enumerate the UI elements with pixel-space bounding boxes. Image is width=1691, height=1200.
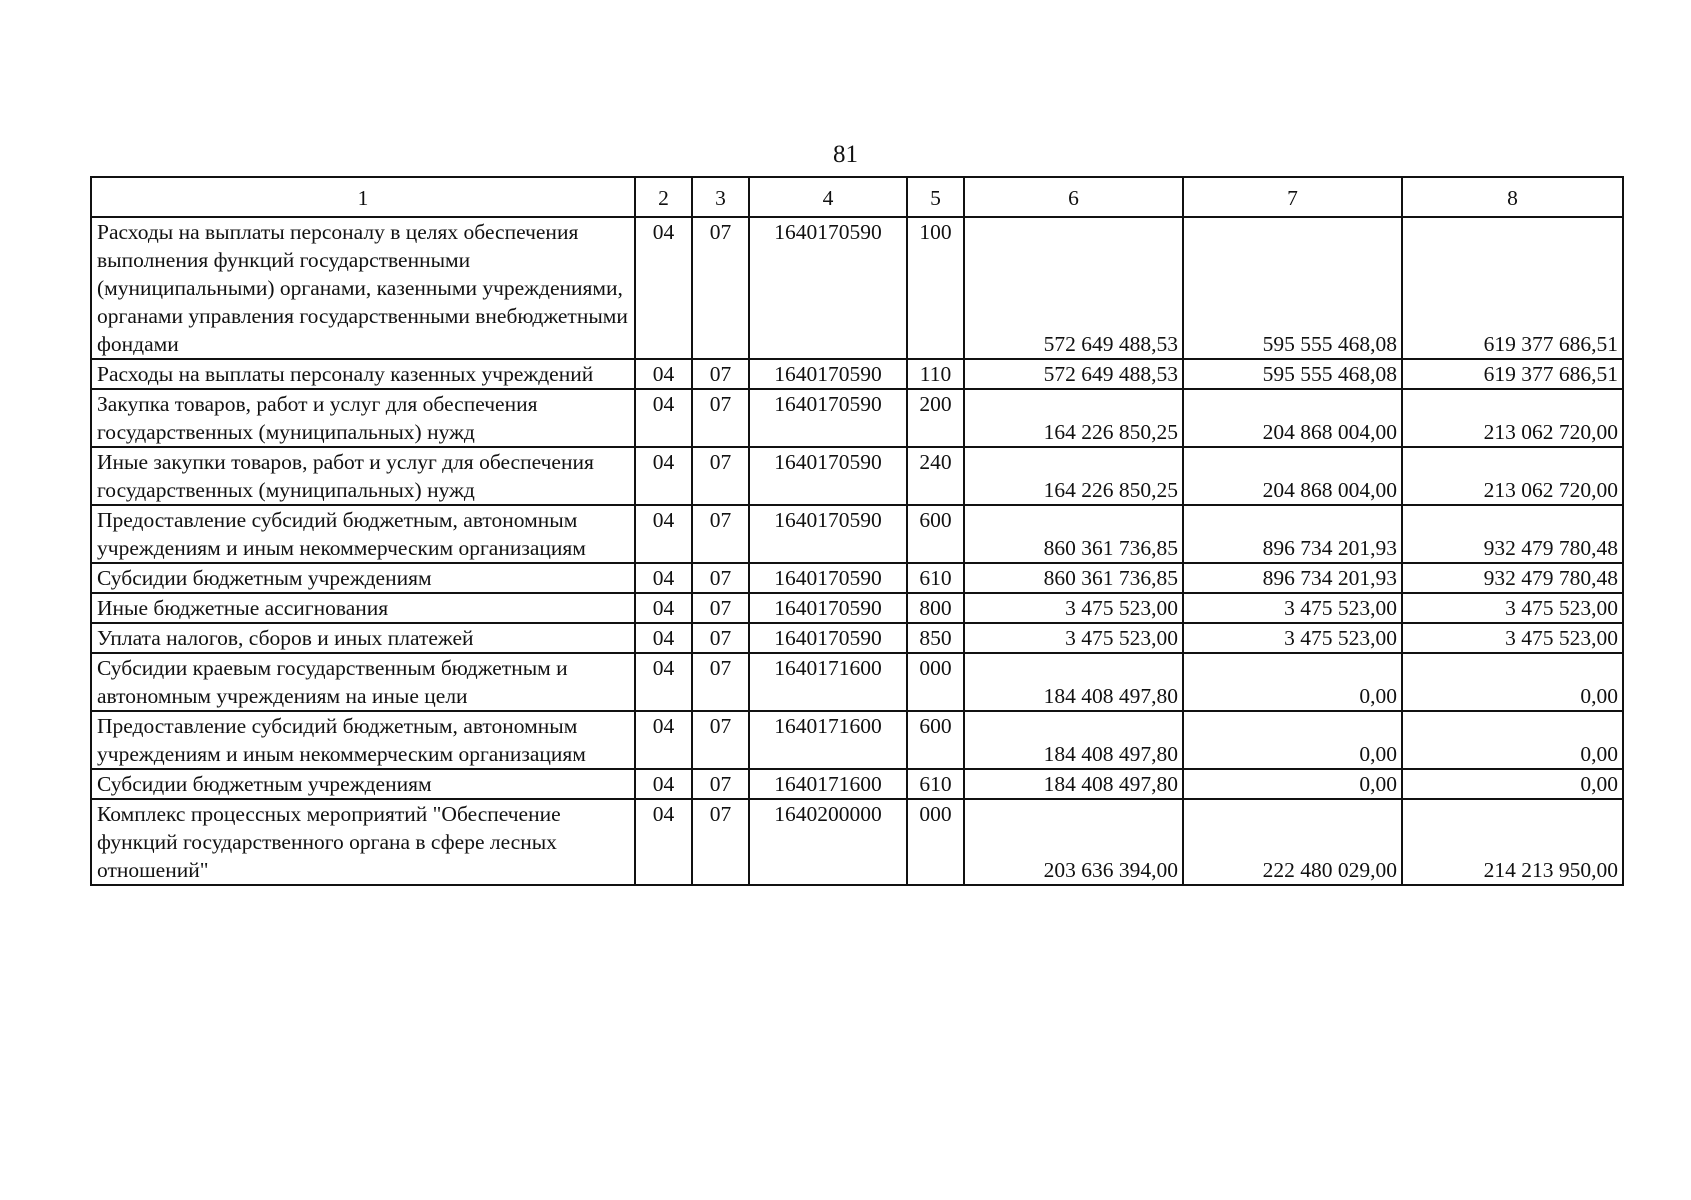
amount-col7-cell: 3 475 523,00: [1183, 623, 1402, 653]
amount-col6-cell: 572 649 488,53: [964, 217, 1183, 359]
subsection-code-cell: 07: [692, 505, 749, 563]
amount-col6-cell: 572 649 488,53: [964, 359, 1183, 389]
expense-type-cell: 110: [907, 359, 964, 389]
column-header: 1: [91, 177, 635, 217]
column-header: 5: [907, 177, 964, 217]
subsection-code-cell: 07: [692, 593, 749, 623]
column-header: 7: [1183, 177, 1402, 217]
amount-col7-cell: 896 734 201,93: [1183, 563, 1402, 593]
amount-col7-cell: 0,00: [1183, 711, 1402, 769]
subsection-code-cell: 07: [692, 769, 749, 799]
column-header: 3: [692, 177, 749, 217]
expense-type-cell: 610: [907, 769, 964, 799]
amount-col7-cell: 0,00: [1183, 653, 1402, 711]
table-row: [91, 563, 1623, 593]
section-code-cell: 04: [635, 359, 692, 389]
subsection-code-cell: 07: [692, 653, 749, 711]
expense-type-cell: 000: [907, 653, 964, 711]
amount-col8-cell: 213 062 720,00: [1402, 389, 1623, 447]
section-code-cell: 04: [635, 447, 692, 505]
amount-col7-cell: 204 868 004,00: [1183, 447, 1402, 505]
target-article-cell: 1640171600: [749, 653, 907, 711]
amount-col8-cell: 0,00: [1402, 711, 1623, 769]
expense-name-cell: Иные бюджетные ассигнования: [91, 593, 635, 623]
target-article-cell: 1640170590: [749, 623, 907, 653]
expense-name-cell: Предоставление субсидий бюджетным, автономным учреждениям и иным некоммерческим организациям: [91, 505, 635, 563]
page-number: 81: [833, 141, 858, 168]
amount-col6-cell: 164 226 850,25: [964, 389, 1183, 447]
target-article-cell: 1640171600: [749, 711, 907, 769]
expense-type-cell: 100: [907, 217, 964, 359]
expense-type-cell: 600: [907, 505, 964, 563]
target-article-cell: 1640170590: [749, 563, 907, 593]
amount-col6-cell: 184 408 497,80: [964, 711, 1183, 769]
amount-col6-cell: 184 408 497,80: [964, 653, 1183, 711]
expense-name-cell: Расходы на выплаты персоналу в целях обеспечения выполнения функций государственными (муниципальными) органами, казенными учреждениями, органами управления государственными внебюджетными фондами: [91, 217, 635, 359]
amount-col6-cell: 203 636 394,00: [964, 799, 1183, 885]
section-code-cell: 04: [635, 653, 692, 711]
column-header: 8: [1402, 177, 1623, 217]
amount-col8-cell: 3 475 523,00: [1402, 593, 1623, 623]
amount-col8-cell: 0,00: [1402, 653, 1623, 711]
amount-col8-cell: 214 213 950,00: [1402, 799, 1623, 885]
section-code-cell: 04: [635, 217, 692, 359]
amount-col6-cell: 860 361 736,85: [964, 563, 1183, 593]
amount-col7-cell: 3 475 523,00: [1183, 593, 1402, 623]
target-article-cell: 1640171600: [749, 769, 907, 799]
amount-col8-cell: 619 377 686,51: [1402, 217, 1623, 359]
table-row: [91, 359, 1623, 389]
table-row: [91, 217, 1623, 359]
amount-col8-cell: 213 062 720,00: [1402, 447, 1623, 505]
amount-col8-cell: 3 475 523,00: [1402, 623, 1623, 653]
section-code-cell: 04: [635, 769, 692, 799]
expense-name-cell: Субсидии краевым государственным бюджетным и автономным учреждениям на иные цели: [91, 653, 635, 711]
section-code-cell: 04: [635, 389, 692, 447]
table-row: [91, 799, 1623, 885]
table-row: [91, 769, 1623, 799]
target-article-cell: 1640170590: [749, 593, 907, 623]
column-header: 6: [964, 177, 1183, 217]
amount-col6-cell: 3 475 523,00: [964, 593, 1183, 623]
target-article-cell: 1640170590: [749, 217, 907, 359]
amount-col7-cell: 595 555 468,08: [1183, 359, 1402, 389]
table-row: [91, 623, 1623, 653]
expense-type-cell: 850: [907, 623, 964, 653]
amount-col8-cell: 932 479 780,48: [1402, 563, 1623, 593]
subsection-code-cell: 07: [692, 359, 749, 389]
subsection-code-cell: 07: [692, 799, 749, 885]
amount-col8-cell: 0,00: [1402, 769, 1623, 799]
expense-name-cell: Иные закупки товаров, работ и услуг для обеспечения государственных (муниципальных) нужд: [91, 447, 635, 505]
section-code-cell: 04: [635, 623, 692, 653]
expense-name-cell: Уплата налогов, сборов и иных платежей: [91, 623, 635, 653]
expense-name-cell: Закупка товаров, работ и услуг для обеспечения государственных (муниципальных) нужд: [91, 389, 635, 447]
table-row: [91, 447, 1623, 505]
target-article-cell: 1640170590: [749, 505, 907, 563]
header-row: [91, 177, 1623, 217]
subsection-code-cell: 07: [692, 447, 749, 505]
amount-col6-cell: 3 475 523,00: [964, 623, 1183, 653]
expense-name-cell: Субсидии бюджетным учреждениям: [91, 769, 635, 799]
target-article-cell: 1640170590: [749, 359, 907, 389]
expense-type-cell: 610: [907, 563, 964, 593]
table-row: [91, 653, 1623, 711]
expense-name-cell: Расходы на выплаты персоналу казенных учреждений: [91, 359, 635, 389]
subsection-code-cell: 07: [692, 217, 749, 359]
table-row: [91, 711, 1623, 769]
expense-name-cell: Предоставление субсидий бюджетным, автономным учреждениям и иным некоммерческим организациям: [91, 711, 635, 769]
section-code-cell: 04: [635, 711, 692, 769]
section-code-cell: 04: [635, 593, 692, 623]
amount-col6-cell: 164 226 850,25: [964, 447, 1183, 505]
amount-col7-cell: 595 555 468,08: [1183, 217, 1402, 359]
section-code-cell: 04: [635, 563, 692, 593]
target-article-cell: 1640170590: [749, 389, 907, 447]
subsection-code-cell: 07: [692, 711, 749, 769]
subsection-code-cell: 07: [692, 563, 749, 593]
expense-name-cell: Субсидии бюджетным учреждениям: [91, 563, 635, 593]
amount-col7-cell: 0,00: [1183, 769, 1402, 799]
amount-col6-cell: 860 361 736,85: [964, 505, 1183, 563]
subsection-code-cell: 07: [692, 389, 749, 447]
expense-type-cell: 800: [907, 593, 964, 623]
amount-col7-cell: 896 734 201,93: [1183, 505, 1402, 563]
expense-type-cell: 000: [907, 799, 964, 885]
amount-col7-cell: 222 480 029,00: [1183, 799, 1402, 885]
expense-type-cell: 200: [907, 389, 964, 447]
table-row: [91, 593, 1623, 623]
amount-col8-cell: 932 479 780,48: [1402, 505, 1623, 563]
section-code-cell: 04: [635, 799, 692, 885]
expense-type-cell: 240: [907, 447, 964, 505]
expense-type-cell: 600: [907, 711, 964, 769]
table-row: [91, 389, 1623, 447]
expense-name-cell: Комплекс процессных мероприятий "Обеспечение функций государственного органа в сфере лесных отношений": [91, 799, 635, 885]
section-code-cell: 04: [635, 505, 692, 563]
target-article-cell: 1640200000: [749, 799, 907, 885]
amount-col8-cell: 619 377 686,51: [1402, 359, 1623, 389]
amount-col6-cell: 184 408 497,80: [964, 769, 1183, 799]
amount-col7-cell: 204 868 004,00: [1183, 389, 1402, 447]
column-header: 2: [635, 177, 692, 217]
table-row: [91, 505, 1623, 563]
target-article-cell: 1640170590: [749, 447, 907, 505]
table-body: [91, 217, 1623, 885]
budget-table: [90, 176, 1624, 886]
column-header: 4: [749, 177, 907, 217]
subsection-code-cell: 07: [692, 623, 749, 653]
